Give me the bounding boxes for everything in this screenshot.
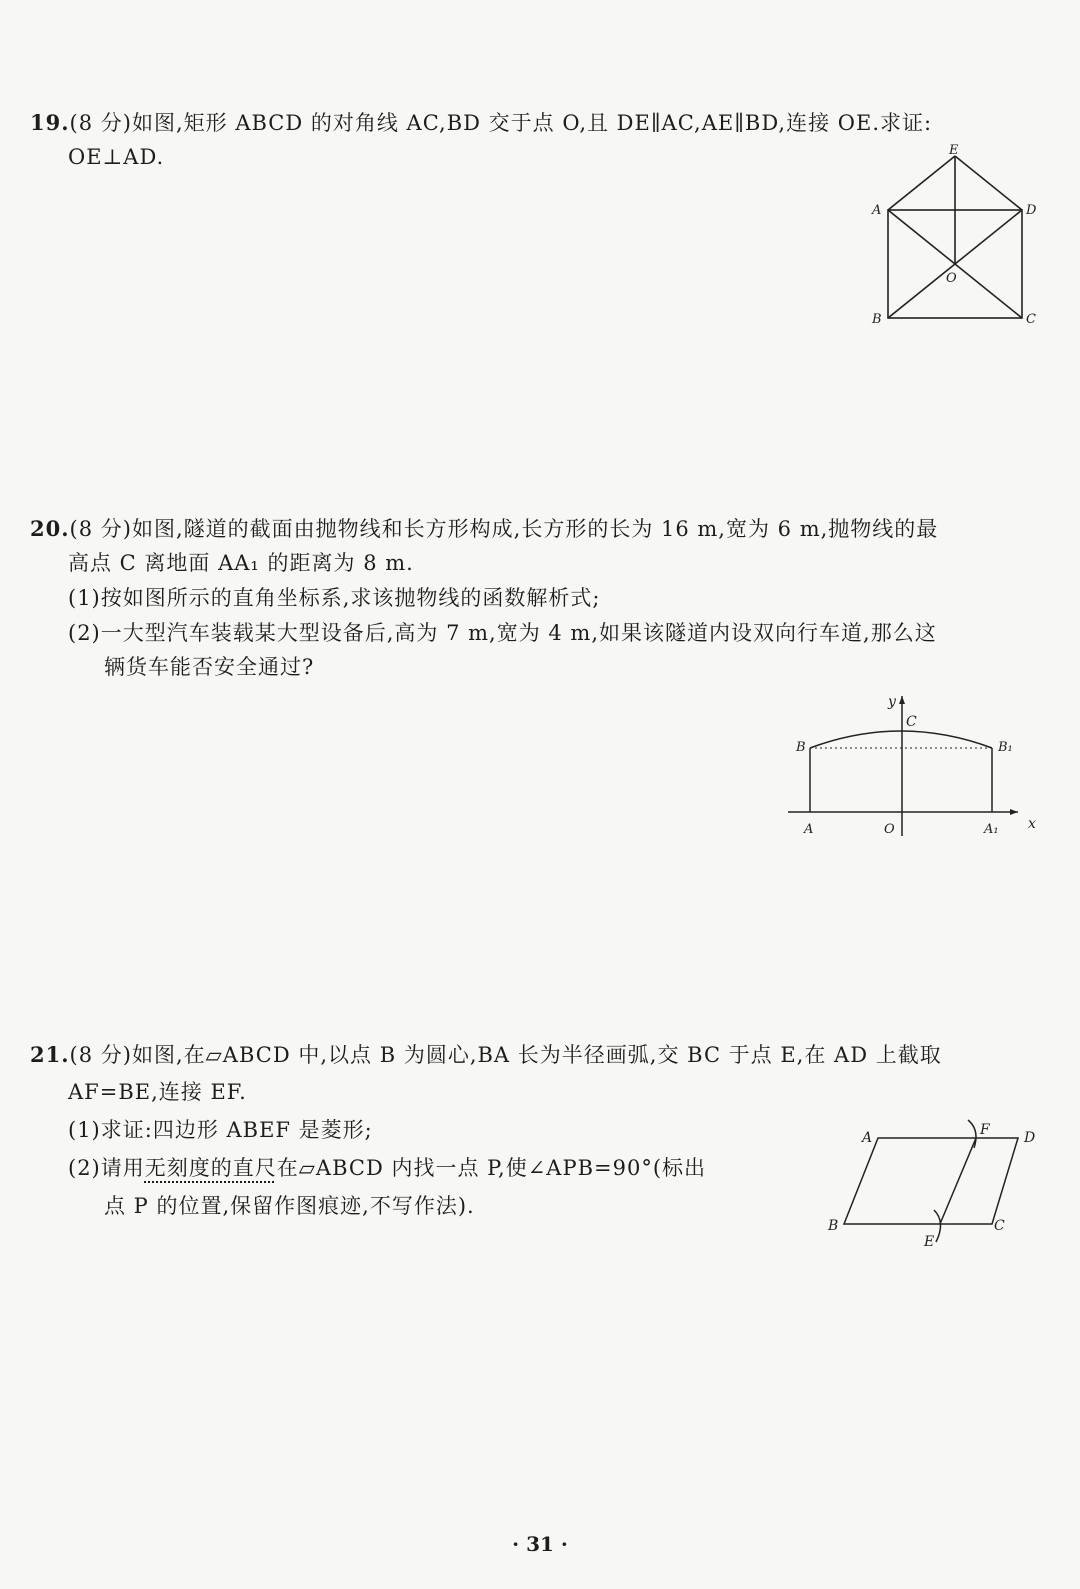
label-b1: B₁ — [998, 740, 1013, 755]
q20-part2-line1: (2)一大型汽车装载某大型设备后,高为 7 m,宽为 4 m,如果该隧道内设双向行车道,那么这 — [68, 621, 937, 645]
q21-part2-c: 在▱ABCD 内找一点 P,使∠APB=90°(标出 — [276, 1156, 707, 1180]
label-a1: A₁ — [984, 822, 999, 837]
label-d: D — [1024, 1130, 1036, 1146]
q20-line2: 高点 C 离地面 AA₁ 的距离为 8 m. — [68, 551, 414, 575]
q20-text-1: (8 分)如图,隧道的截面由抛物线和长方形构成,长方形的长为 16 m,宽为 6 m,抛物线的最 — [69, 517, 939, 541]
label-f: F — [980, 1122, 990, 1138]
q21-part2-a: (2)请用 — [68, 1156, 145, 1180]
q21-line1 — [30, 1040, 942, 1070]
segment-ae — [888, 156, 955, 210]
q19-text-1: (8 分)如图,矩形 ABCD 的对角线 AC,BD 交于点 O,且 DE∥AC,AE∥BD,连接 OE.求证: — [69, 111, 933, 135]
q19-figure — [860, 140, 1050, 330]
q20-part2-line2: 辆货车能否安全通过? — [104, 655, 315, 679]
page-number: · 31 · — [512, 1532, 568, 1556]
label-y: y — [888, 694, 896, 710]
label-e: E — [924, 1234, 935, 1250]
arc-at-e — [934, 1210, 941, 1242]
y-axis-arrow-icon — [899, 696, 905, 704]
q20-line1 — [30, 514, 938, 544]
label-b: B — [872, 312, 882, 327]
q20-part1: (1)按如图所示的直角坐标系,求该抛物线的函数解析式; — [68, 586, 601, 610]
q21-number: 21. — [30, 1042, 70, 1067]
x-axis-arrow-icon — [1010, 809, 1018, 815]
label-o: O — [946, 271, 957, 286]
q20-figure — [780, 688, 1050, 848]
label-e: E — [949, 143, 959, 158]
segment-de — [955, 156, 1022, 210]
q21-part2-emphasis: 无刻度的直尺 — [144, 1156, 277, 1180]
label-c: C — [994, 1218, 1005, 1234]
parabola-arc — [810, 731, 992, 748]
arc-at-f — [968, 1120, 976, 1148]
q21-text-1: (8 分)如图,在▱ABCD 中,以点 B 为圆心,BA 长为半径画弧,交 BC 于点 E,在 AD 上截取 — [69, 1043, 942, 1067]
q21-part2-line1 — [68, 1153, 706, 1183]
parallelogram-abcd — [844, 1138, 1018, 1224]
label-d: D — [1026, 203, 1037, 218]
q21-part1: (1)求证:四边形 ABEF 是菱形; — [68, 1118, 373, 1142]
q19-number: 19. — [30, 110, 70, 135]
q21-figure — [822, 1110, 1052, 1260]
q21-line2: AF=BE,连接 EF. — [68, 1080, 247, 1104]
q21-part2-line2: 点 P 的位置,保留作图痕迹,不写作法). — [104, 1194, 475, 1218]
label-b: B — [796, 740, 806, 755]
label-c: C — [1026, 312, 1036, 327]
q19-line1 — [30, 108, 932, 138]
segment-ef — [940, 1138, 976, 1224]
label-o: O — [884, 822, 895, 837]
label-a: A — [804, 822, 814, 837]
q20-number: 20. — [30, 516, 70, 541]
label-a: A — [872, 203, 882, 218]
label-c: C — [906, 714, 917, 730]
label-x: x — [1028, 816, 1036, 832]
label-a: A — [862, 1130, 873, 1146]
q19-line2: OE⊥AD. — [68, 145, 165, 169]
label-b: B — [828, 1218, 839, 1234]
